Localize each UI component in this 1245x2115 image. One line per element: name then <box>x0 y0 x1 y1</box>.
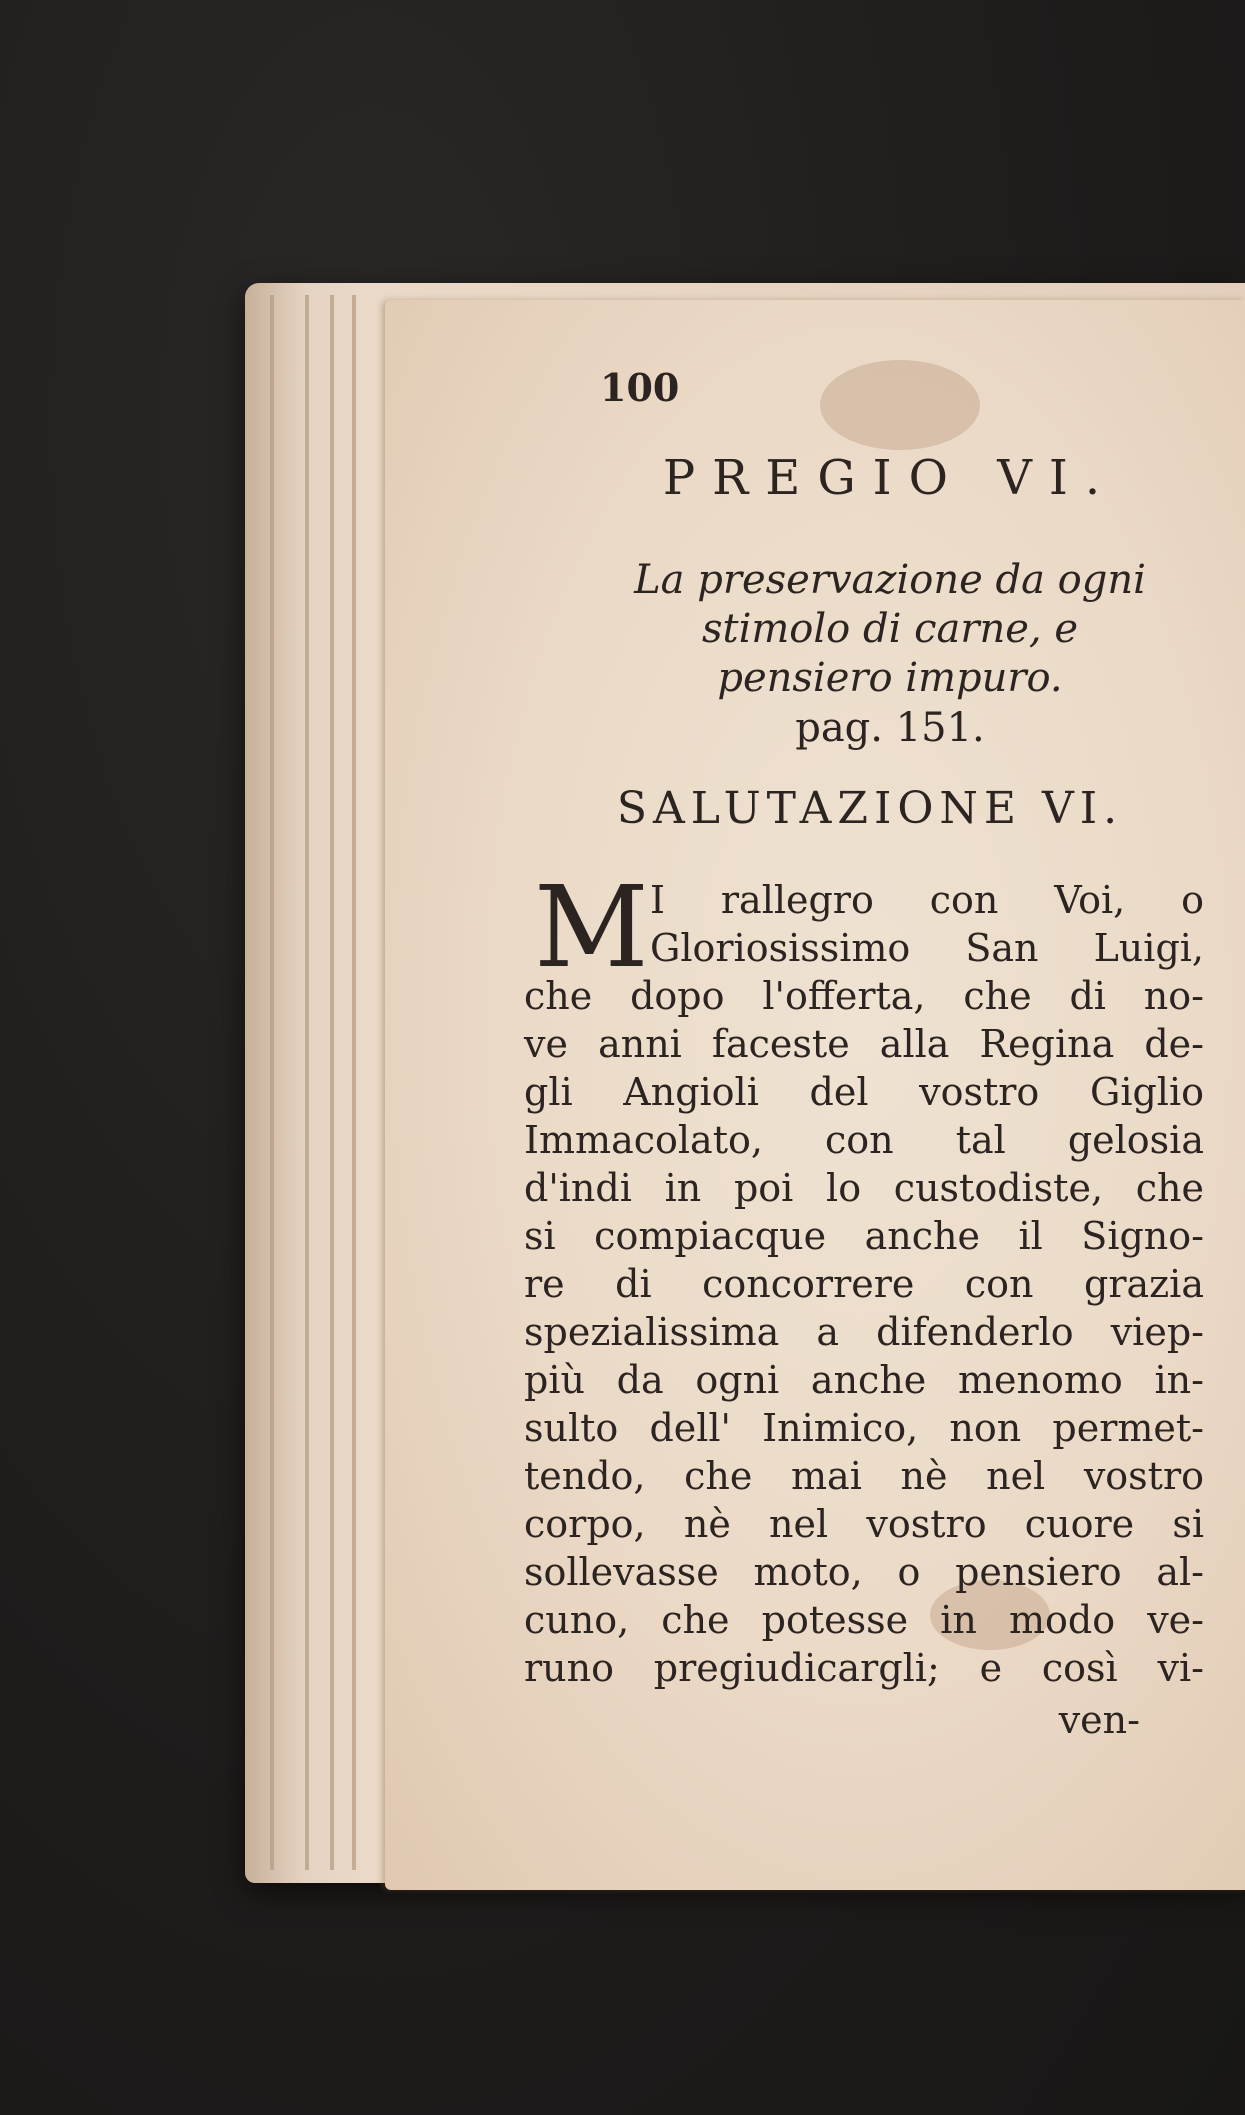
subtitle-line: La preservazione da ogni <box>634 557 1146 603</box>
body-line: I rallegro con Voi, o <box>650 878 1204 922</box>
subtitle <box>600 556 1180 703</box>
body-line: Gloriosissimo San Luigi, <box>650 926 1204 970</box>
body-line: corpo, nè nel vostro cuore si <box>524 1502 1204 1546</box>
body-line: spezialissima a difenderlo viep- <box>524 1310 1204 1354</box>
page-number: 100 <box>600 365 680 410</box>
catchword: ven- <box>1058 1698 1140 1742</box>
subtitle-line: stimolo di carne, e <box>701 606 1078 652</box>
paper-stain <box>820 360 980 450</box>
body-line: più da ogni anche menomo in- <box>524 1358 1204 1402</box>
page-edge <box>305 295 309 1870</box>
page-edge <box>270 295 274 1870</box>
body-line: tendo, che mai nè nel vostro <box>524 1454 1204 1498</box>
body-line: gli Angioli del vostro Giglio <box>524 1070 1204 1114</box>
page-reference: pag. 151. <box>795 705 985 751</box>
body-line: sollevasse moto, o pensiero al- <box>524 1550 1204 1594</box>
body-text <box>524 863 1204 1692</box>
subtitle-line: pensiero impuro. <box>717 655 1063 701</box>
body-line: si compiacque anche il Signo- <box>524 1214 1204 1258</box>
body-line: runo pregiudicargli; e così vi- <box>524 1646 1204 1690</box>
drop-cap: M <box>534 863 649 993</box>
page-edge <box>352 295 356 1870</box>
body-line: che dopo l'offerta, che di no- <box>524 974 1204 1018</box>
body-line: ve anni faceste alla Regina de- <box>524 1022 1204 1066</box>
section-heading: SALUTAZIONE VI. <box>616 783 1124 834</box>
chapter-title: PREGIO VI. <box>662 450 1118 506</box>
page-edge <box>330 295 334 1870</box>
body-line: d'indi in poi lo custodiste, che <box>524 1166 1204 1210</box>
body-line: cuno, che potesse in modo ve- <box>524 1598 1204 1642</box>
body-line: Immacolato, con tal gelosia <box>524 1118 1204 1162</box>
body-line: re di concorrere con grazia <box>524 1262 1204 1306</box>
body-line: sulto dell' Inimico, non permet- <box>524 1406 1204 1450</box>
